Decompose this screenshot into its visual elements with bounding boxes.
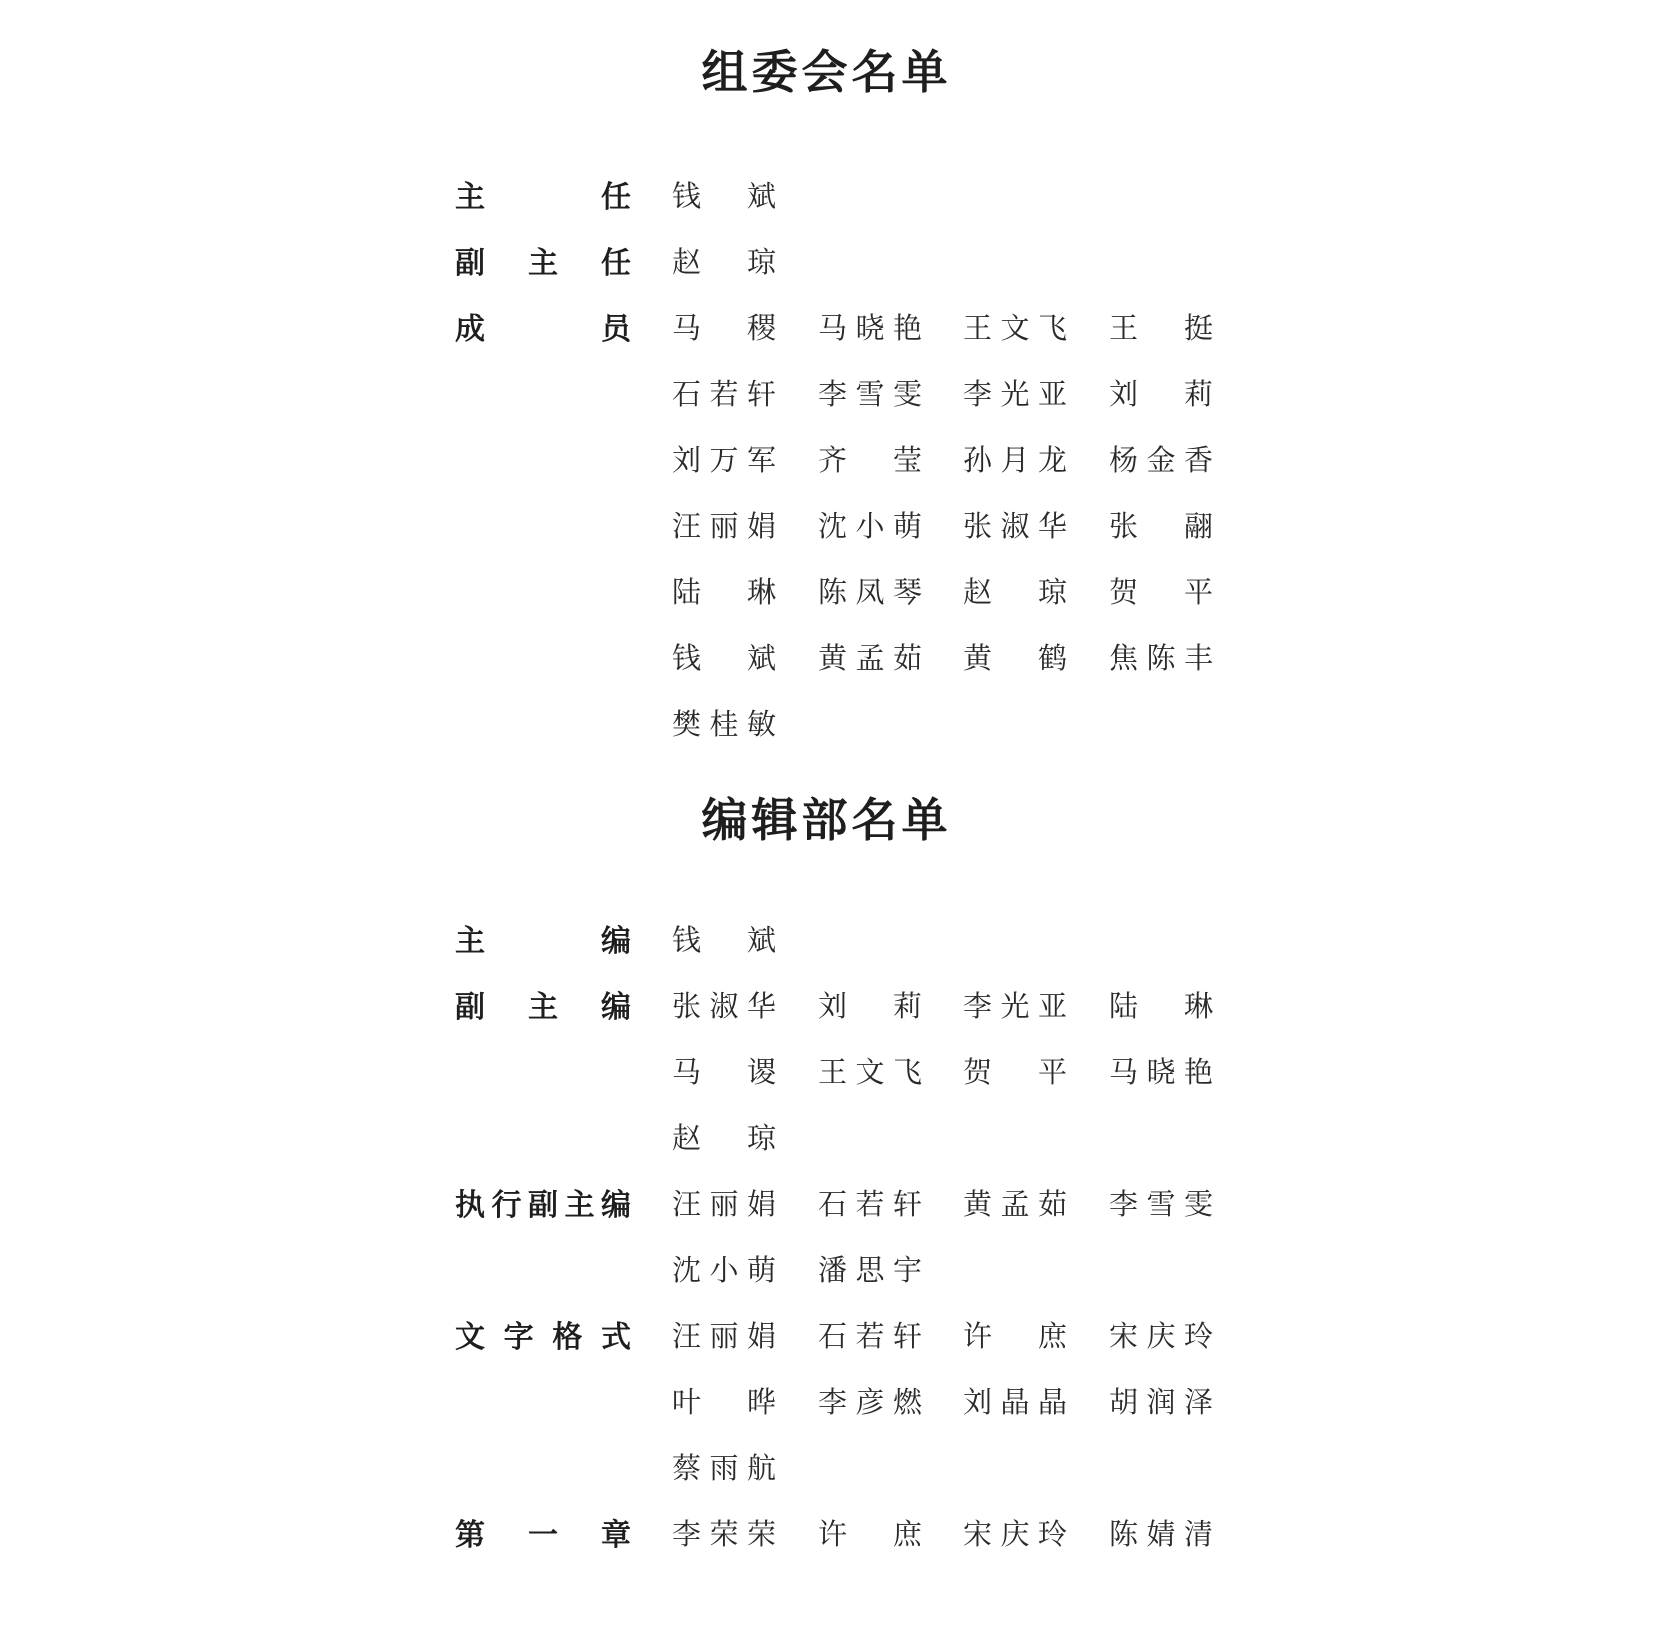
- member-name: 石 若 轩: [818, 1186, 922, 1221]
- list-row: [0, 372, 1653, 438]
- member-name: 张 淑 华: [963, 508, 1067, 543]
- role-label: 主 编: [455, 924, 631, 959]
- list-row: [0, 240, 1653, 306]
- role-label: 主 任: [455, 180, 631, 215]
- member-name: 蔡 雨 航: [672, 1450, 776, 1485]
- member-name: 沈 小 萌: [818, 508, 922, 543]
- list-row: [0, 570, 1653, 636]
- member-name: 叶 晔: [672, 1384, 776, 1419]
- list-row: [0, 918, 1653, 984]
- member-name: 焦 陈 丰: [1109, 640, 1213, 675]
- member-name: 潘 思 宇: [818, 1252, 922, 1287]
- list-row: [0, 174, 1653, 240]
- member-name: 马 谡: [672, 1054, 776, 1089]
- role-label: 执 行 副 主 编: [455, 1188, 631, 1223]
- member-name: 黄 孟 茹: [963, 1186, 1067, 1221]
- member-name: 石 若 轩: [818, 1318, 922, 1353]
- member-name: 李 雪 雯: [818, 376, 922, 411]
- list-row: [0, 1446, 1653, 1512]
- role-label: 成 员: [455, 312, 631, 347]
- list-row: [0, 1050, 1653, 1116]
- list-row: [0, 984, 1653, 1050]
- member-name: 陈 凤 琴: [818, 574, 922, 609]
- list-row: [0, 1512, 1653, 1578]
- member-name: 宋 庆 玲: [963, 1516, 1067, 1551]
- member-name: 樊 桂 敏: [672, 706, 776, 741]
- member-name: 赵 琼: [672, 1120, 776, 1155]
- member-name: 钱 斌: [672, 178, 776, 213]
- list-row: [0, 504, 1653, 570]
- member-name: 杨 金 香: [1109, 442, 1213, 477]
- member-name: 钱 斌: [672, 922, 776, 957]
- member-name: 李 光 亚: [963, 988, 1067, 1023]
- member-name: 刘 莉: [1109, 376, 1213, 411]
- member-name: 陆 琳: [1109, 988, 1213, 1023]
- member-name: 马 晓 艳: [1109, 1054, 1213, 1089]
- list-row: [0, 306, 1653, 372]
- list-row: [0, 1248, 1653, 1314]
- member-name: 孙 月 龙: [963, 442, 1067, 477]
- committee-list: [0, 174, 1653, 768]
- member-name: 李 荣 荣: [672, 1516, 776, 1551]
- member-name: 马 稷: [672, 310, 776, 345]
- member-name: 宋 庆 玲: [1109, 1318, 1213, 1353]
- member-name: 许 庶: [963, 1318, 1067, 1353]
- member-name: 陈 婧 清: [1109, 1516, 1213, 1551]
- member-name: 陆 琳: [672, 574, 776, 609]
- committee-title: 组委会名单: [701, 45, 952, 99]
- member-name: 张 翮: [1109, 508, 1213, 543]
- member-name: 刘 晶 晶: [963, 1384, 1067, 1419]
- list-row: [0, 1116, 1653, 1182]
- member-name: 贺 平: [963, 1054, 1067, 1089]
- member-name: 钱 斌: [672, 640, 776, 675]
- member-name: 石 若 轩: [672, 376, 776, 411]
- member-name: 汪 丽 娟: [672, 1186, 776, 1221]
- list-row: [0, 702, 1653, 768]
- member-name: 胡 润 泽: [1109, 1384, 1213, 1419]
- member-name: 王 挺: [1109, 310, 1213, 345]
- role-label: 副 主 任: [455, 246, 631, 281]
- member-name: 许 庶: [818, 1516, 922, 1551]
- editorial-list: [0, 918, 1653, 1578]
- member-name: 李 光 亚: [963, 376, 1067, 411]
- member-name: 李 雪 雯: [1109, 1186, 1213, 1221]
- member-name: 王 文 飞: [963, 310, 1067, 345]
- member-name: 黄 孟 茹: [818, 640, 922, 675]
- member-name: 刘 莉: [818, 988, 922, 1023]
- member-name: 赵 琼: [672, 244, 776, 279]
- role-label: 副 主 编: [455, 990, 631, 1025]
- list-row: [0, 636, 1653, 702]
- role-label: 第 一 章: [455, 1518, 631, 1553]
- member-name: 汪 丽 娟: [672, 1318, 776, 1353]
- member-name: 齐 莹: [818, 442, 922, 477]
- member-name: 马 晓 艳: [818, 310, 922, 345]
- member-name: 黄 鹤: [963, 640, 1067, 675]
- role-label: 文 字 格 式: [455, 1320, 631, 1355]
- member-name: 汪 丽 娟: [672, 508, 776, 543]
- member-name: 王 文 飞: [818, 1054, 922, 1089]
- list-row: [0, 438, 1653, 504]
- list-row: [0, 1380, 1653, 1446]
- member-name: 李 彦 燃: [818, 1384, 922, 1419]
- member-name: 赵 琼: [963, 574, 1067, 609]
- list-row: [0, 1314, 1653, 1380]
- member-name: 贺 平: [1109, 574, 1213, 609]
- member-name: 沈 小 萌: [672, 1252, 776, 1287]
- list-row: [0, 1182, 1653, 1248]
- editorial-title: 编辑部名单: [701, 793, 952, 847]
- member-name: 张 淑 华: [672, 988, 776, 1023]
- member-name: 刘 万 军: [672, 442, 776, 477]
